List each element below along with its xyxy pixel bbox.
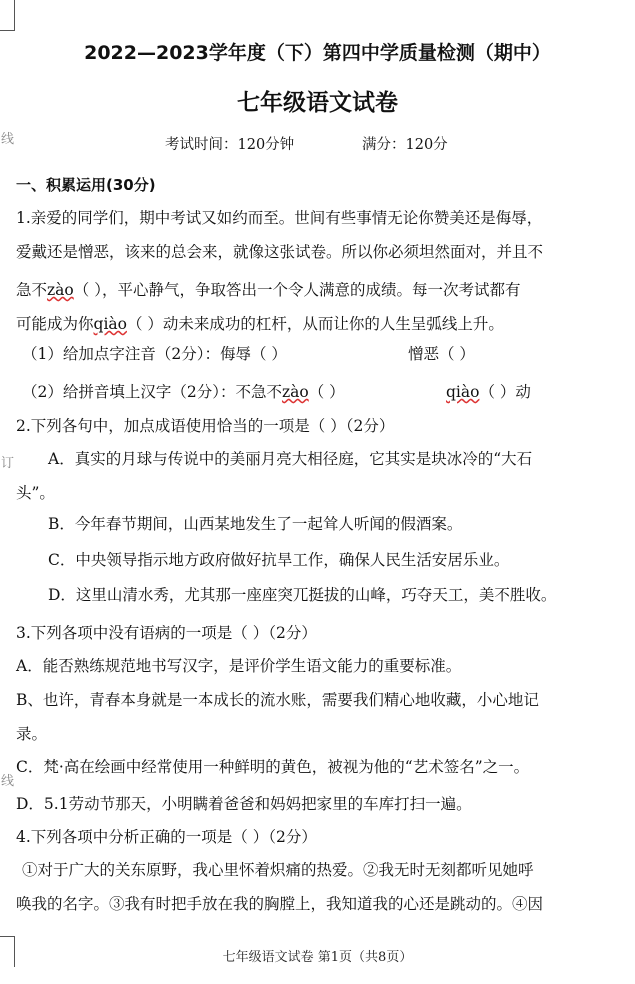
q2-option-d: D．这里山清水秀，尤其那一座座突兀挺拔的山峰，巧夺天工，美不胜收。 xyxy=(48,586,557,604)
exam-time: 考试时间：120分钟 xyxy=(165,137,295,153)
q2-stem: 2.下列各句中，加点成语使用恰当的一项是（ ）（2分） xyxy=(16,417,395,435)
pinyin-qiao: qiào xyxy=(446,383,480,401)
q1-sub1: （1）给加点字注音（2分）：侮辱（ ） xyxy=(22,345,287,363)
q1-line3 xyxy=(16,278,520,300)
q4-passage-1: ①对于广大的关东原野，我心里怀着炽痛的热爱。②我无时无刻都听见她呼 xyxy=(22,861,534,879)
q2-option-a: A．真实的月球与传说中的美丽月亮大相径庭，它其实是块冰冷的“大石 xyxy=(48,450,533,468)
q3-option-b: B、也许，青春本身就是一本成长的流水账，需要我们精心地收藏，小心地记 xyxy=(16,691,539,709)
binding-mark-1: 线 xyxy=(1,132,15,147)
q3-option-c: C．梵·高在绘画中经常使用一种鲜明的黄色，被视为他的“艺术签名”之一。 xyxy=(16,758,530,776)
section-heading: 一、积累运用(30分) xyxy=(16,176,156,194)
q2-option-c: C．中央领导指示地方政府做好抗旱工作，确保人民生活安居乐业。 xyxy=(48,551,510,569)
q1-line4 xyxy=(16,312,504,334)
text: （2）给拼音填上汉字（2分）：不急不 xyxy=(22,383,282,401)
q2-option-a-cont: 头”。 xyxy=(16,484,55,502)
q1-line2: 爱戴还是憎恶，该来的总会来，就像这张试卷。所以你必须坦然面对，并且不 xyxy=(16,243,544,261)
page-footer: 七年级语文试卷 第1页（共8页） xyxy=(222,950,413,965)
text: （ ），平心静气，争取答出一个令人满意的成绩。每一次考试都有 xyxy=(73,281,521,299)
exam-title: 2022—2023学年度（下）第四中学质量检测（期中） xyxy=(84,42,551,64)
q1-line1: 1.亲爱的同学们，期中考试又如约而至。世间有些事情无论你赞美还是侮辱， xyxy=(16,209,543,227)
pinyin-zao: zào xyxy=(47,281,74,299)
q1-sub2 xyxy=(22,380,345,402)
q4-stem: 4.下列各项中分析正确的一项是（ ）（2分） xyxy=(16,828,317,846)
exam-score: 满分：120分 xyxy=(362,137,448,153)
q2-option-b: B．今年春节期间，山西某地发生了一起耸人听闻的假酒案。 xyxy=(48,515,463,533)
q4-passage-2: 唤我的名字。③我有时把手放在我的胸膛上，我知道我的心还是跳动的。④因 xyxy=(16,895,544,913)
binding-mark-3: 线 xyxy=(1,774,15,789)
exam-subtitle: 七年级语文试卷 xyxy=(237,90,398,116)
q3-stem: 3.下列各项中没有语病的一项是（ ）（2分） xyxy=(16,624,317,642)
q3-option-a: A．能否熟练规范地书写汉字，是评价学生语文能力的重要标准。 xyxy=(16,657,462,675)
text: 可能成为你 xyxy=(16,315,94,333)
pinyin-qiao: qiào xyxy=(93,315,127,333)
pinyin-zao: zào xyxy=(281,383,309,401)
q1-sub1-b: 憎恶（ ） xyxy=(408,345,475,363)
q1-sub2-b xyxy=(446,380,531,402)
text: 急不 xyxy=(16,281,48,299)
crop-mark-top xyxy=(0,0,15,31)
text: （ ）动 xyxy=(479,383,531,401)
q3-option-b-cont: 录。 xyxy=(16,725,48,743)
binding-mark-2: 订 xyxy=(1,456,15,471)
q3-option-d: D．5.1劳动节那天，小明瞒着爸爸和妈妈把家里的车库打扫一遍。 xyxy=(16,795,472,813)
text: （ ） xyxy=(308,383,345,401)
text: （ ）动未来成功的杠杆，从而让你的人生呈弧线上升。 xyxy=(126,315,504,333)
